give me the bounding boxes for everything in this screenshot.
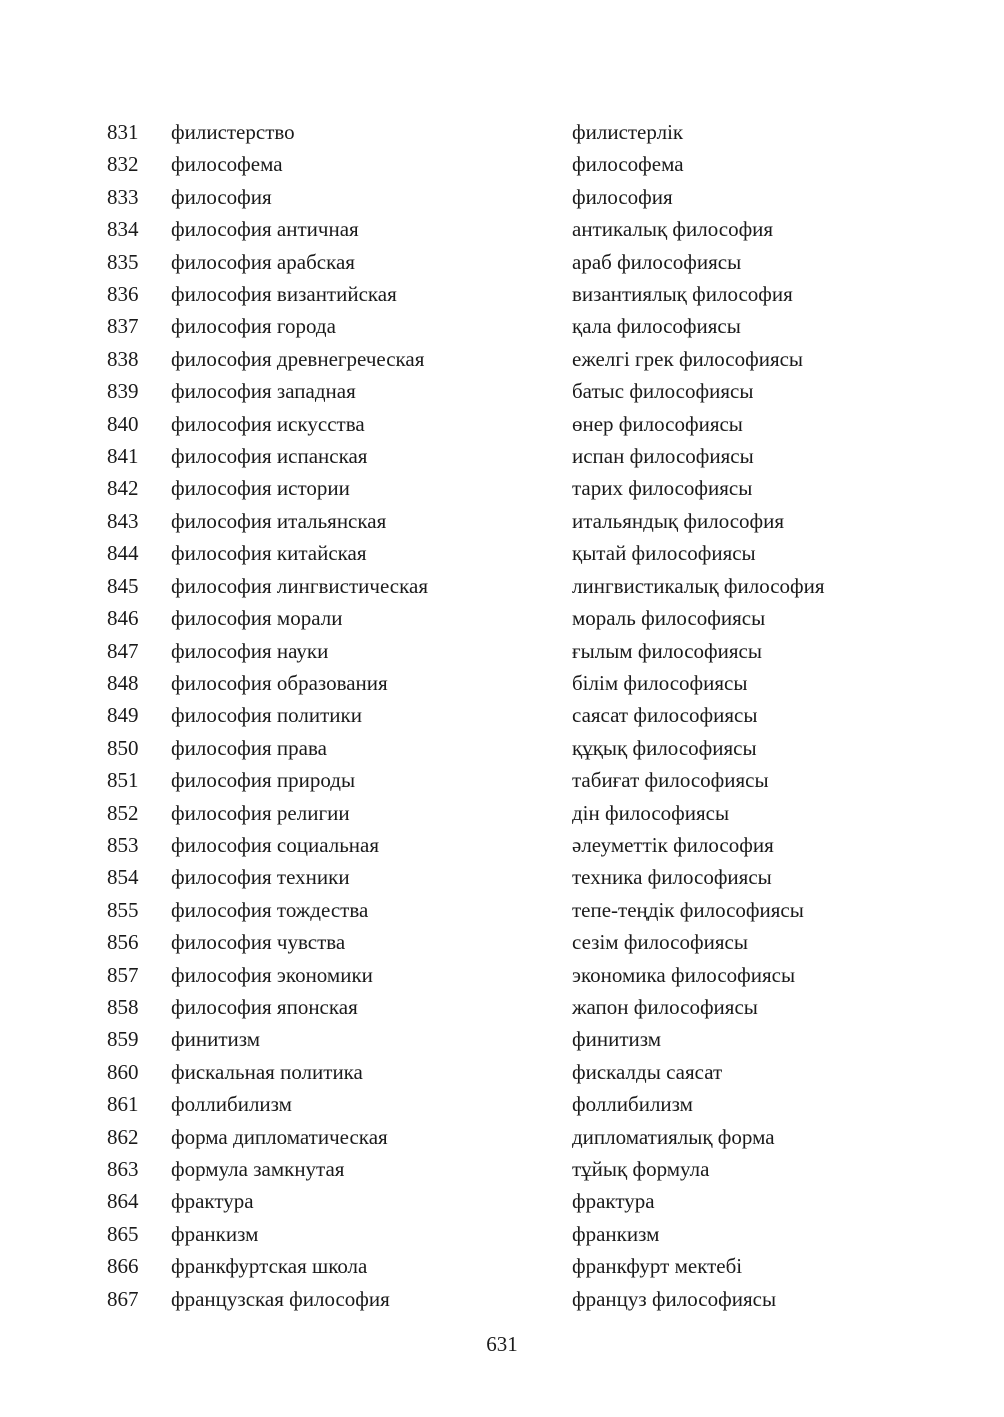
entry-number: 862	[107, 1124, 139, 1149]
entry-number: 852	[107, 800, 139, 825]
entry-number: 858	[107, 994, 139, 1019]
russian-term: французская философия	[171, 1286, 390, 1311]
russian-term: философия японская	[171, 994, 358, 1019]
entry-number: 831	[107, 120, 139, 144]
glossary-row	[0, 570, 1004, 602]
glossary-row	[0, 1088, 1004, 1120]
kazakh-term: ғылым философиясы	[572, 638, 762, 663]
russian-term: франкизм	[171, 1221, 259, 1246]
glossary-row	[0, 1218, 1004, 1250]
kazakh-term: қытай философиясы	[572, 541, 756, 566]
kazakh-term: тепе-теңдік философиясы	[572, 897, 804, 922]
russian-term: философия западная	[171, 379, 356, 404]
russian-term: философия византийская	[171, 282, 397, 307]
russian-term: фискальная политика	[171, 1059, 363, 1084]
entry-number: 860	[107, 1059, 139, 1084]
entry-number: 867	[107, 1286, 139, 1311]
entry-number: 833	[107, 184, 139, 209]
russian-term: финитизм	[171, 1027, 261, 1052]
russian-term: философия тождества	[171, 897, 369, 922]
entry-number: 850	[107, 735, 139, 760]
russian-term: философия религии	[171, 800, 350, 825]
entry-number: 853	[107, 832, 139, 857]
russian-term: философия образования	[171, 670, 388, 695]
kazakh-term: фрактура	[572, 1189, 655, 1214]
kazakh-term: философия	[572, 184, 673, 209]
kazakh-term: батыс философиясы	[572, 379, 754, 404]
russian-term: философия морали	[171, 606, 343, 631]
glossary-row	[0, 408, 1004, 440]
entry-number: 857	[107, 962, 139, 987]
glossary-row	[0, 829, 1004, 861]
entry-number: 866	[107, 1254, 139, 1279]
entry-number: 865	[107, 1221, 139, 1246]
russian-term: философия античная	[171, 217, 359, 242]
russian-term: философия природы	[171, 768, 356, 793]
glossary-row	[0, 959, 1004, 991]
russian-term: философема	[171, 152, 283, 177]
glossary-row	[0, 894, 1004, 926]
russian-term: философия социальная	[171, 832, 380, 857]
glossary-row	[0, 1250, 1004, 1282]
russian-term: формула замкнутая	[171, 1157, 345, 1181]
russian-term: философия техники	[171, 865, 350, 890]
glossary-row	[0, 537, 1004, 569]
kazakh-term: финитизм	[572, 1027, 662, 1052]
glossary-table	[0, 116, 1004, 1315]
kazakh-term: техника философиясы	[572, 865, 772, 890]
russian-term: философия экономики	[171, 962, 373, 987]
kazakh-term: құқық философиясы	[572, 735, 757, 760]
kazakh-term: итальяндық философия	[572, 508, 785, 533]
russian-term: философия искусства	[171, 411, 365, 436]
entry-number: 836	[107, 282, 139, 307]
glossary-row	[0, 635, 1004, 667]
glossary-row	[0, 343, 1004, 375]
entry-number: 839	[107, 379, 139, 404]
russian-term: философия испанская	[171, 444, 368, 469]
entry-number: 851	[107, 768, 139, 793]
kazakh-term: тарих философиясы	[572, 476, 753, 501]
entry-number: 834	[107, 217, 139, 242]
kazakh-term: табиғат философиясы	[572, 768, 769, 793]
russian-term: философия итальянская	[171, 508, 387, 533]
glossary-row	[0, 310, 1004, 342]
russian-term: философия	[171, 184, 272, 209]
entry-number: 840	[107, 411, 139, 436]
russian-term: философия арабская	[171, 249, 355, 274]
entry-number: 842	[107, 476, 139, 501]
glossary-row	[0, 1023, 1004, 1055]
glossary-row	[0, 861, 1004, 893]
russian-term: философия лингвистическая	[171, 573, 428, 598]
entry-number: 864	[107, 1189, 139, 1214]
glossary-row	[0, 1153, 1004, 1185]
kazakh-term: өнер философиясы	[572, 411, 743, 436]
russian-term: фоллибилизм	[171, 1092, 292, 1117]
kazakh-term: франкфурт мектебі	[572, 1254, 743, 1279]
glossary-row	[0, 440, 1004, 472]
glossary-row	[0, 375, 1004, 407]
kazakh-term: дін философиясы	[572, 800, 730, 825]
entry-number: 837	[107, 314, 139, 339]
kazakh-term: фоллибилизм	[572, 1092, 693, 1117]
entry-number: 854	[107, 865, 139, 890]
page-number: 631	[486, 1332, 518, 1356]
glossary-row	[0, 181, 1004, 213]
russian-term: философия политики	[171, 703, 362, 728]
kazakh-term: франкизм	[572, 1221, 660, 1246]
kazakh-term: саясат философиясы	[572, 703, 758, 728]
kazakh-term: жапон философиясы	[572, 994, 758, 1019]
glossary-row	[0, 116, 1004, 148]
russian-term: философия права	[171, 735, 327, 760]
glossary-row	[0, 602, 1004, 634]
entry-number: 838	[107, 346, 139, 371]
kazakh-term: филистерлік	[572, 120, 684, 144]
kazakh-term: лингвистикалық философия	[572, 573, 825, 598]
glossary-row	[0, 246, 1004, 278]
russian-term: философия чувства	[171, 930, 346, 955]
kazakh-term: дипломатиялық форма	[572, 1124, 775, 1149]
glossary-row	[0, 505, 1004, 537]
russian-term: философия города	[171, 314, 336, 339]
entry-number: 848	[107, 670, 139, 695]
glossary-row	[0, 732, 1004, 764]
entry-number: 844	[107, 541, 139, 566]
kazakh-term: араб философиясы	[572, 249, 742, 274]
kazakh-term: тұйық формула	[572, 1157, 710, 1181]
kazakh-term: білім философиясы	[572, 670, 748, 695]
glossary-row	[0, 797, 1004, 829]
kazakh-term: мораль философиясы	[572, 606, 766, 631]
russian-term: философия истории	[171, 476, 350, 501]
entry-number: 855	[107, 897, 139, 922]
kazakh-term: әлеуметтік философия	[572, 832, 774, 857]
glossary-row	[0, 1056, 1004, 1088]
kazakh-term: ежелгі грек философиясы	[572, 346, 804, 371]
russian-term: форма дипломатическая	[171, 1124, 388, 1149]
kazakh-term: қала философиясы	[572, 314, 741, 339]
kazakh-term: экономика философиясы	[572, 962, 796, 987]
entry-number: 863	[107, 1157, 139, 1181]
russian-term: философия науки	[171, 638, 329, 663]
russian-term: философия китайская	[171, 541, 367, 566]
entry-number: 832	[107, 152, 139, 177]
kazakh-term: антикалық философия	[572, 217, 774, 242]
russian-term: философия древнегреческая	[171, 346, 425, 371]
glossary-row	[0, 148, 1004, 180]
kazakh-term: философема	[572, 152, 684, 177]
entry-number: 847	[107, 638, 139, 663]
kazakh-term: фискалды саясат	[572, 1059, 723, 1084]
glossary-row	[0, 1121, 1004, 1153]
entry-number: 849	[107, 703, 139, 728]
glossary-row	[0, 1185, 1004, 1217]
entry-number: 846	[107, 606, 139, 631]
glossary-row	[0, 213, 1004, 245]
kazakh-term: византиялық философия	[572, 282, 793, 307]
russian-term: фрактура	[171, 1189, 254, 1214]
glossary-row	[0, 699, 1004, 731]
entry-number: 835	[107, 249, 139, 274]
glossary-row	[0, 278, 1004, 310]
glossary-row	[0, 991, 1004, 1023]
kazakh-term: сезім философиясы	[572, 930, 748, 955]
kazakh-term: испан философиясы	[572, 444, 754, 469]
russian-term: франкфуртская школа	[171, 1254, 368, 1279]
entry-number: 845	[107, 573, 139, 598]
entry-number: 841	[107, 444, 139, 469]
entry-number: 861	[107, 1092, 139, 1117]
kazakh-term: француз философиясы	[572, 1286, 777, 1311]
glossary-row	[0, 472, 1004, 504]
entry-number: 856	[107, 930, 139, 955]
glossary-row	[0, 1283, 1004, 1315]
russian-term: филистерство	[171, 120, 295, 144]
entry-number: 859	[107, 1027, 139, 1052]
glossary-row	[0, 926, 1004, 958]
glossary-row	[0, 667, 1004, 699]
entry-number: 843	[107, 508, 139, 533]
glossary-row	[0, 764, 1004, 796]
